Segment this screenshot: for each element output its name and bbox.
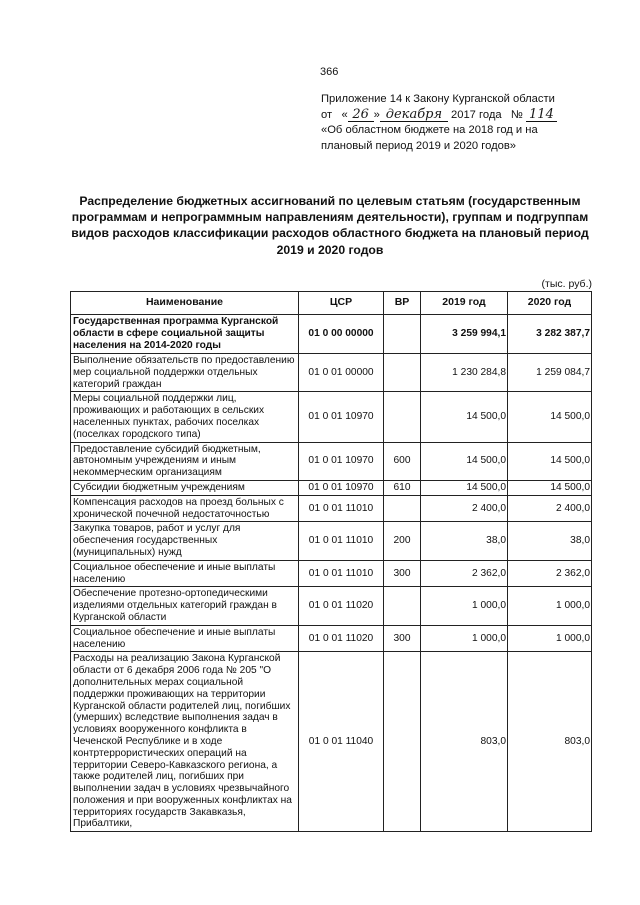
table-row: [71, 522, 592, 560]
cell-vr: [384, 587, 421, 625]
cell-2020: 14 500,0: [508, 392, 592, 442]
handwritten-day: 26: [348, 109, 374, 122]
header-2020: 2020 год: [508, 292, 592, 315]
budget-table: [70, 291, 592, 832]
cell-name: Расходы на реализацию Закона Курганской области от 6 декабря 2006 года № 205 "О дополнительных мерах социальной поддержки проживающих на территории Курганской области родителей лиц, погибших (умерших) вследствие выполнения задач в условиях вооруженного конфликта в Чеченской Республике и в ходе контртеррористических операций на территории Северо-Кавказского региона, а также родителей лиц, погибших при выполнении задач в условиях чрезвычайного положения и при вооруженных конфликтах на территориях государств Закавказья, Прибалтики,: [71, 652, 299, 832]
cell-name: Социальное обеспечение и иные выплаты населению: [71, 560, 299, 587]
header-vr: ВР: [384, 292, 421, 315]
cell-vr: 610: [384, 480, 421, 495]
appendix-line-4: плановый период 2019 и 2020 годов»: [321, 139, 516, 152]
cell-vr: [384, 315, 421, 354]
table-header-row: [71, 292, 592, 315]
cell-vr: 300: [384, 560, 421, 587]
cell-name: Предоставление субсидий бюджетным, автономным учреждениям и иным некоммерческим организациям: [71, 442, 299, 480]
cell-2020: 1 259 084,7: [508, 354, 592, 392]
cell-name: Меры социальной поддержки лиц, проживающих и работающих в сельских населенных пунктах, рабочих поселках (поселках городского типа): [71, 392, 299, 442]
cell-name: Государственная программа Курганской области в сфере социальной защиты населения на 2014-2020 годы: [71, 315, 299, 354]
cell-csr: 01 0 01 11010: [299, 495, 384, 522]
table-row: [71, 625, 592, 652]
cell-2019: 14 500,0: [421, 480, 508, 495]
table-row: [71, 315, 592, 354]
quote-open: «: [341, 108, 348, 121]
cell-name: Субсидии бюджетным учреждениям: [71, 480, 299, 495]
cell-2019: 14 500,0: [421, 392, 508, 442]
table-row: [71, 560, 592, 587]
cell-2019: 2 400,0: [421, 495, 508, 522]
cell-vr: 600: [384, 442, 421, 480]
cell-2020: 1 000,0: [508, 587, 592, 625]
cell-csr: 01 0 01 11020: [299, 587, 384, 625]
cell-name: Социальное обеспечение и иные выплаты населению: [71, 625, 299, 652]
cell-2019: 3 259 994,1: [421, 315, 508, 354]
cell-csr: 01 0 01 10970: [299, 442, 384, 480]
cell-2020: 14 500,0: [508, 442, 592, 480]
cell-csr: 01 0 01 10970: [299, 392, 384, 442]
from-label: от: [321, 108, 333, 121]
cell-2020: 38,0: [508, 522, 592, 560]
document-title: Распределение бюджетных ассигнований по целевым статьям (государственным программам и непрограммным направлениям деятельности), группам и подгруппам видов расходов классификации расходов областного бюджета на плановый период 2019 и 2020 годов: [71, 194, 589, 257]
cell-2020: 14 500,0: [508, 480, 592, 495]
appendix-line-2: [321, 108, 593, 124]
appendix-header: [321, 92, 593, 154]
cell-2019: 38,0: [421, 522, 508, 560]
units-label: (тыс. руб.): [541, 278, 592, 290]
cell-2019: 2 362,0: [421, 560, 508, 587]
header-name: Наименование: [71, 292, 299, 315]
cell-2019: 1 000,0: [421, 587, 508, 625]
table-row: [71, 354, 592, 392]
cell-2019: 1 230 284,8: [421, 354, 508, 392]
header-2019: 2019 год: [421, 292, 508, 315]
cell-csr: 01 0 01 00000: [299, 354, 384, 392]
table-row: [71, 587, 592, 625]
cell-2019: 1 000,0: [421, 625, 508, 652]
table-row: [71, 652, 592, 832]
header-csr: ЦСР: [299, 292, 384, 315]
cell-vr: [384, 495, 421, 522]
appendix-line-3: «Об областном бюджете на 2018 год и на: [321, 124, 538, 137]
table-row: [71, 392, 592, 442]
cell-vr: 300: [384, 625, 421, 652]
cell-2020: 2 400,0: [508, 495, 592, 522]
cell-2019: 14 500,0: [421, 442, 508, 480]
cell-csr: 01 0 01 10970: [299, 480, 384, 495]
cell-name: Компенсация расходов на проезд больных с хронической почечной недостаточностью: [71, 495, 299, 522]
cell-csr: 01 0 00 00000: [299, 315, 384, 354]
cell-csr: 01 0 01 11040: [299, 652, 384, 832]
cell-name: Закупка товаров, работ и услуг для обеспечения государственных (муниципальных) нужд: [71, 522, 299, 560]
cell-csr: 01 0 01 11010: [299, 560, 384, 587]
cell-2020: 1 000,0: [508, 625, 592, 652]
cell-vr: [384, 354, 421, 392]
table-row: [71, 442, 592, 480]
table-row: [71, 495, 592, 522]
handwritten-month: декабря: [380, 109, 448, 122]
page-number: 366: [320, 66, 339, 78]
quote-close: »: [373, 108, 380, 121]
cell-csr: 01 0 01 11010: [299, 522, 384, 560]
cell-vr: 200: [384, 522, 421, 560]
cell-vr: [384, 392, 421, 442]
cell-vr: [384, 652, 421, 832]
year-text: 2017 года: [451, 108, 502, 121]
cell-2020: 2 362,0: [508, 560, 592, 587]
cell-2019: 803,0: [421, 652, 508, 832]
handwritten-law-number: 114: [526, 109, 557, 122]
number-sign: №: [510, 108, 523, 121]
cell-2020: 803,0: [508, 652, 592, 832]
appendix-line-1: Приложение 14 к Закону Курганской области: [321, 93, 555, 105]
cell-csr: 01 0 01 11020: [299, 625, 384, 652]
cell-name: Выполнение обязательств по предоставлению мер социальной поддержки отдельных категорий граждан: [71, 354, 299, 392]
cell-2020: 3 282 387,7: [508, 315, 592, 354]
table-row: [71, 480, 592, 495]
cell-name: Обеспечение протезно-ортопедическими изделиями отдельных категорий граждан в Курганской области: [71, 587, 299, 625]
